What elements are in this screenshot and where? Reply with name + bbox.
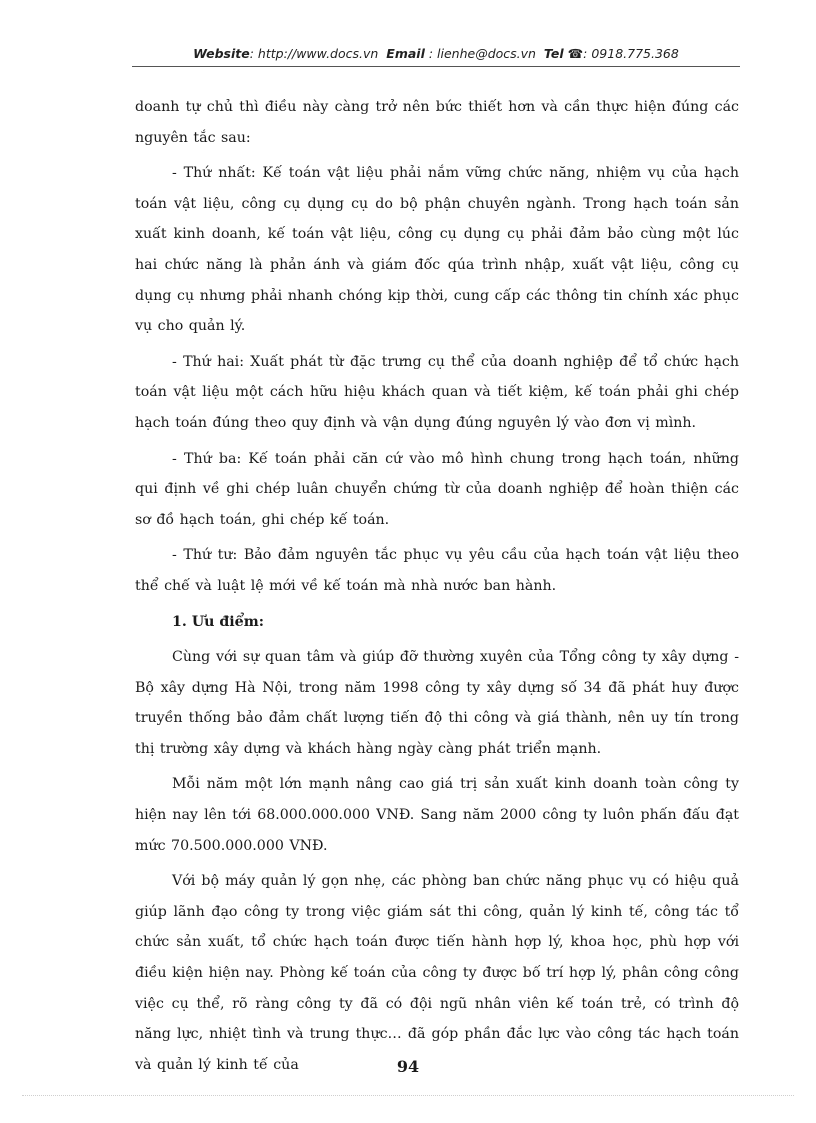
document-body — [135, 92, 739, 1085]
paragraph-advantages-2: Mỗi năm một lớn mạnh nâng cao giá trị sản xuất kinh doanh toàn công ty hiện nay lên tới 68.000.000.000 VNĐ. Sang năm 2000 công ty luôn phấn đấu đạt mức 70.500.000.000 VNĐ. — [135, 776, 739, 854]
paragraph-continuation: doanh tự chủ thì điều này càng trở nên bức thiết hơn và cần thực hiện đúng các nguyên tắc sau: — [135, 99, 739, 146]
footer-divider — [22, 1095, 794, 1096]
website-label: Website — [193, 46, 250, 61]
phone-icon: ☎ — [567, 46, 584, 61]
paragraph-fourth-principle: - Thứ tư: Bảo đảm nguyên tắc phục vụ yêu cầu của hạch toán vật liệu theo thể chế và luật lệ mới về kế toán mà nhà nước ban hành. — [135, 547, 739, 594]
tel-value: : 0918.775.368 — [583, 46, 679, 61]
page-number: 94 — [396, 1057, 420, 1076]
tel-label: Tel — [543, 46, 564, 61]
paragraph-first-principle: - Thứ nhất: Kế toán vật liệu phải nắm vững chức năng, nhiệm vụ của hạch toán vật liệu, công cụ dụng cụ do bộ phận chuyên ngành. Trong hạch toán sản xuất kinh doanh, kế toán vật liệu, công cụ dụng cụ phải đảm bảo cùng một lúc hai chức năng là phản ánh và giám đốc qúa trình nhập, xuất vật liệu, công cụ dụng cụ nhưng phải nhanh chóng kịp thời, cung cấp các thông tin chính xác phục vụ cho quản lý. — [135, 165, 739, 335]
paragraph-third-principle: - Thứ ba: Kế toán phải căn cứ vào mô hình chung trong hạch toán, những qui định về ghi chép luân chuyển chứng từ của doanh nghiệp để hoàn thiện các sơ đồ hạch toán, ghi chép kế toán. — [135, 450, 739, 528]
email-label: Email — [386, 46, 425, 61]
paragraph-second-principle: - Thứ hai: Xuất phát từ đặc trưng cụ thể của doanh nghiệp để tổ chức hạch toán vật liệu một cách hữu hiệu khách quan và tiết kiệm, kế toán phải ghi chép hạch toán đúng theo quy định và vận dụng đúng nguyên lý vào đơn vị mình. — [135, 353, 739, 431]
email-value[interactable]: : lienhe@docs.vn — [428, 46, 536, 61]
paragraph-advantages-1: Cùng với sự quan tâm và giúp đỡ thường xuyên của Tổng công ty xây dựng - Bộ xây dựng Hà Nội, trong năm 1998 công ty xây dựng số 34 đã phát huy được truyền thống bảo đảm chất lượng tiến độ thi công và giá thành, nên uy tín trong thị trường xây dựng và khách hàng ngày càng phát triển mạnh. — [135, 649, 739, 757]
paragraph-advantages-3: Với bộ máy quản lý gọn nhẹ, các phòng ban chức năng phục vụ có hiệu quả giúp lãnh đạo công ty trong việc giám sát thi công, quản lý kinh tế, công tác tổ chức sản xuất, tổ chức hạch toán được tiến hành hợp lý, khoa học, phù hợp với điều kiện hiện nay. Phòng kế toán của công ty được bố trí hợp lý, phân công công việc cụ thể, rõ ràng công ty đã có đội ngũ nhân viên kế toán trẻ, có trình độ năng lực, nhiệt tình và trung thực… đã góp phần đắc lực vào công tác hạch toán và quản lý kinh tế của — [135, 873, 739, 1073]
header-divider — [132, 66, 740, 67]
website-value[interactable]: : http://www.docs.vn — [249, 46, 379, 61]
section-heading-advantages: 1. Ưu điểm: — [172, 613, 264, 630]
page-header — [132, 46, 740, 61]
